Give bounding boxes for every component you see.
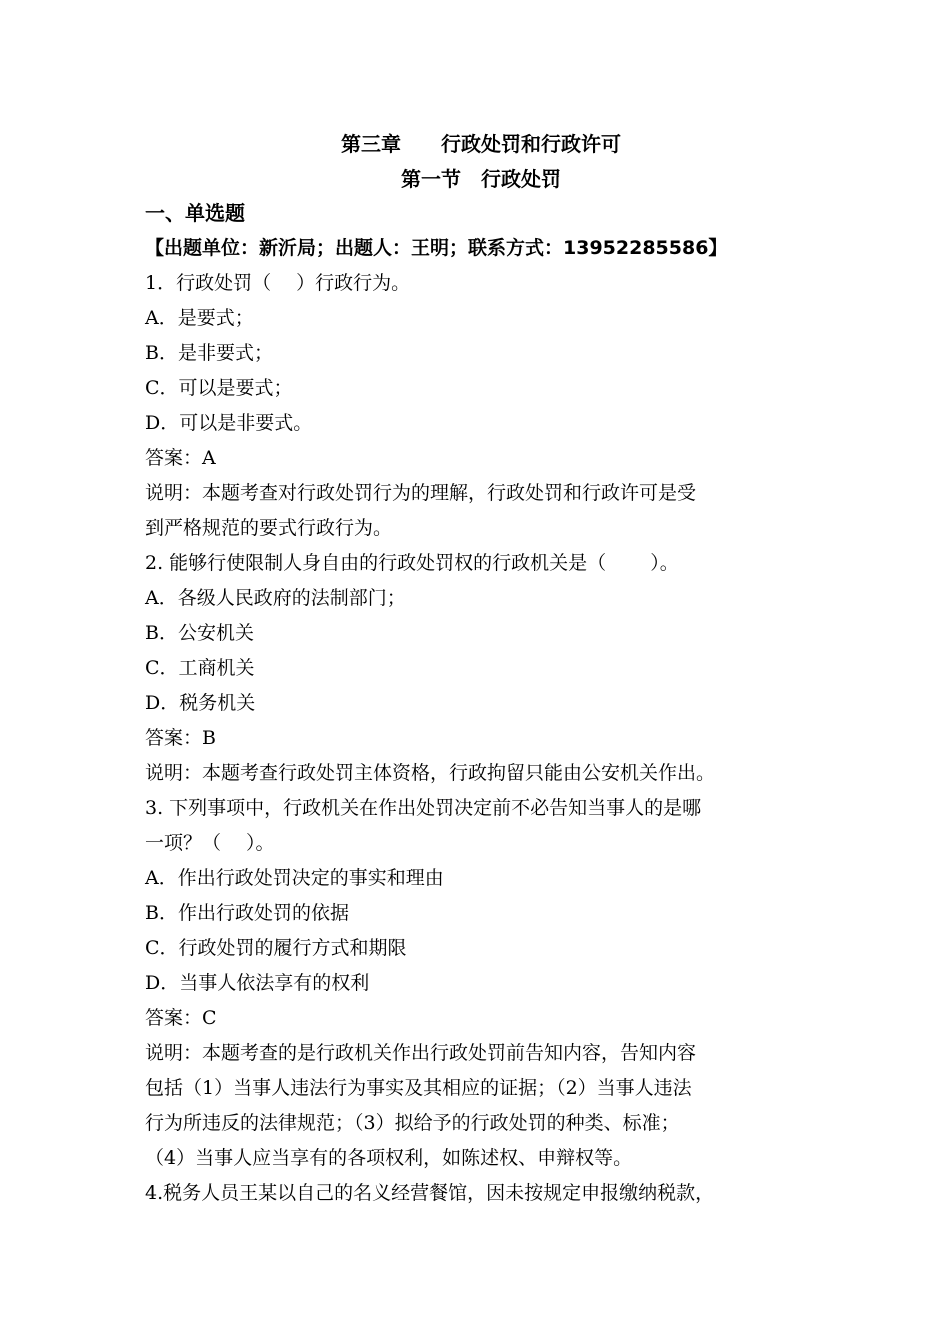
question-3-option-b: B．作出行政处罚的依据 [145, 902, 349, 924]
source-line: 【出题单位：新沂局；出题人：王明；联系方式：13952285586】 [145, 237, 728, 259]
question-2-stem: 2. 能够行使限制人身自由的行政处罚权的行政机关是（ ）。 [145, 552, 679, 574]
section-title: 第一节 行政处罚 [401, 167, 561, 191]
document-body [145, 126, 817, 1211]
question-3-stem: 3. 下列事项中，行政机关在作出处罚决定前不必告知当事人的是哪 [145, 797, 702, 819]
question-1-option-d: D．可以是非要式。 [145, 412, 313, 434]
question-2-option-b: B．公安机关 [145, 622, 254, 644]
question-3-stem-cont: 一项？（ ）。 [145, 832, 275, 854]
question-3-explanation-cont-3: （4）当事人应当享有的各项权利，如陈述权、申辩权等。 [145, 1147, 633, 1169]
question-2-answer: 答案：B [145, 727, 216, 749]
question-1-answer: 答案：A [145, 447, 216, 469]
question-1-option-a: A．是要式； [145, 307, 254, 329]
question-1-explanation-cont: 到严格规范的要式行政行为。 [145, 517, 393, 539]
question-3-option-a: A．作出行政处罚决定的事实和理由 [145, 867, 444, 889]
question-2-option-c: C．工商机关 [145, 657, 255, 679]
question-3-explanation-cont-2: 行为所违反的法律规范；（3）拟给予的行政处罚的种类、标准； [145, 1112, 680, 1134]
question-3-explanation: 说明：本题考查的是行政机关作出行政处罚前告知内容，告知内容 [145, 1042, 697, 1064]
question-2-option-d: D．税务机关 [145, 692, 256, 714]
question-1-option-b: B．是非要式； [145, 342, 273, 364]
question-1-stem: 1．行政处罚（ ）行政行为。 [145, 272, 411, 294]
part-heading: 一、单选题 [145, 201, 245, 225]
question-4-stem: 4.税务人员王某以自己的名义经营餐馆，因未按规定申报缴纳税款， [145, 1182, 715, 1204]
question-3-answer: 答案：C [145, 1007, 217, 1029]
question-3-option-d: D．当事人依法享有的权利 [145, 972, 370, 994]
question-1-explanation: 说明：本题考查对行政处罚行为的理解，行政处罚和行政许可是受 [145, 482, 697, 504]
question-2-explanation: 说明：本题考查行政处罚主体资格，行政拘留只能由公安机关作出。 [145, 762, 716, 784]
question-2-option-a: A．各级人民政府的法制部门； [145, 587, 406, 609]
question-3-option-c: C．行政处罚的履行方式和期限 [145, 937, 407, 959]
chapter-title: 第三章 行政处罚和行政许可 [341, 132, 621, 156]
question-3-explanation-cont-1: 包括（1）当事人违法行为事实及其相应的证据；（2）当事人违法 [145, 1077, 692, 1099]
question-1-option-c: C．可以是要式； [145, 377, 293, 399]
